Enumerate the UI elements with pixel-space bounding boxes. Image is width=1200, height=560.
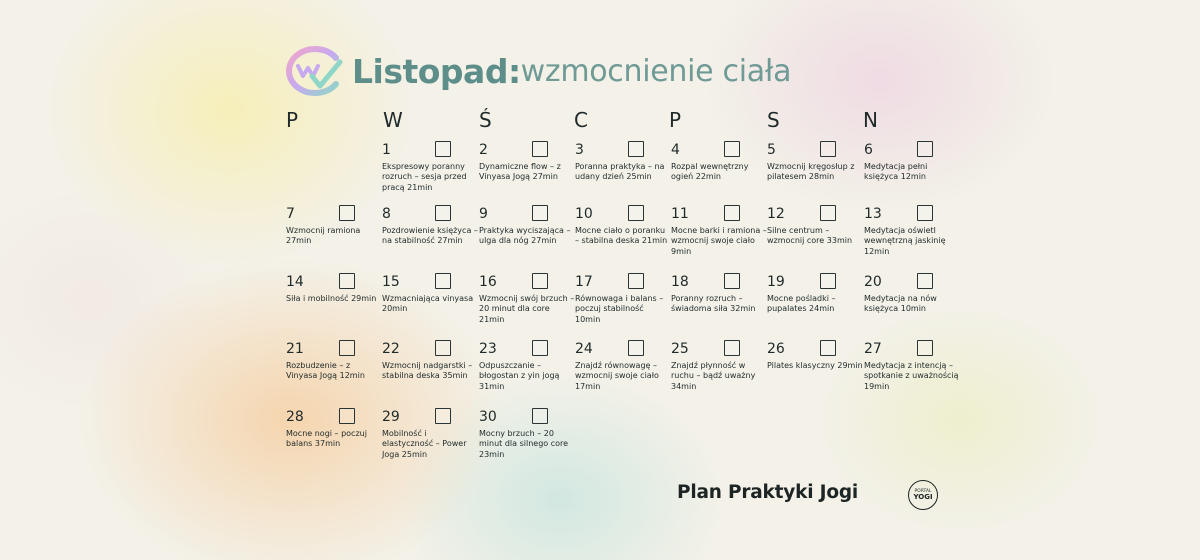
weekday-wed: Ś xyxy=(479,108,492,132)
day-checkbox[interactable] xyxy=(532,340,548,356)
page-subtitle: wzmocnienie ciała xyxy=(520,53,792,89)
weekday-fri: P xyxy=(669,108,682,132)
day-checkbox[interactable] xyxy=(628,340,644,356)
day-checkbox[interactable] xyxy=(628,205,644,221)
day-number: 2 xyxy=(479,142,488,158)
day-checkbox[interactable] xyxy=(724,141,740,157)
day-number: 28 xyxy=(286,409,304,425)
day-checkbox[interactable] xyxy=(820,340,836,356)
day-description: Wzmocnij nadgarstki – stabilna deska 35min xyxy=(382,361,473,381)
day-description: Dynamiczne flow – z Vinyasa Jogą 27min xyxy=(479,162,561,182)
day-number: 18 xyxy=(671,274,689,290)
day-number: 9 xyxy=(479,206,488,222)
day-checkbox[interactable] xyxy=(339,273,355,289)
day-number: 15 xyxy=(382,274,400,290)
day-number: 5 xyxy=(767,142,776,158)
day-number: 8 xyxy=(382,206,391,222)
day-number: 3 xyxy=(575,142,584,158)
weekday-sat: S xyxy=(767,108,780,132)
footer xyxy=(677,482,858,503)
day-number: 22 xyxy=(382,341,400,357)
day-checkbox[interactable] xyxy=(435,205,451,221)
day-checkbox[interactable] xyxy=(917,273,933,289)
day-number: 27 xyxy=(864,341,882,357)
weekday-sun: N xyxy=(863,108,878,132)
day-checkbox[interactable] xyxy=(435,340,451,356)
day-description: Pozdrowienie księżyca – na stabilność 27min xyxy=(382,226,478,246)
day-description: Odpuszczanie – błogostan z yin jogą 31min xyxy=(479,361,560,391)
day-number: 10 xyxy=(575,206,593,222)
day-checkbox[interactable] xyxy=(339,205,355,221)
day-number: 13 xyxy=(864,206,882,222)
day-description: Medytacja z intencją – spotkanie z uważnością 19min xyxy=(864,361,959,391)
day-description: Rozpal wewnętrzny ogień 22min xyxy=(671,162,749,182)
day-description: Wzmocnij swój brzuch – 20 minut dla core 21min xyxy=(479,294,575,324)
day-description: Mobilność i elastyczność – Power Joga 25min xyxy=(382,429,467,459)
day-description: Medytacja pełni księżyca 12min xyxy=(864,162,928,182)
day-number: 17 xyxy=(575,274,593,290)
day-number: 20 xyxy=(864,274,882,290)
day-checkbox[interactable] xyxy=(820,141,836,157)
day-number: 4 xyxy=(671,142,680,158)
day-description: Ekspresowy poranny rozruch – sesja przed pracą 21min xyxy=(382,162,467,192)
page-title: Listopad: xyxy=(352,51,521,91)
day-description: Mocne nogi – poczuj balans 37min xyxy=(286,429,367,449)
weekday-mon: P xyxy=(286,108,299,132)
day-description: Siła i mobilność 29min xyxy=(286,294,377,303)
day-number: 16 xyxy=(479,274,497,290)
day-description: Pilates klasyczny 29min xyxy=(767,361,863,370)
day-number: 6 xyxy=(864,142,873,158)
day-description: Wzmocnij kręgosłup z pilatesem 28min xyxy=(767,162,855,182)
day-number: 30 xyxy=(479,409,497,425)
day-checkbox[interactable] xyxy=(628,141,644,157)
day-checkbox[interactable] xyxy=(435,408,451,424)
portal-yogi-logo xyxy=(908,480,938,510)
day-description: Poranna praktyka – na udany dzień 25min xyxy=(575,162,665,182)
badge-bottom-text: YOGI xyxy=(913,493,933,501)
weekday-tue: W xyxy=(383,108,403,132)
day-number: 1 xyxy=(382,142,391,158)
day-number: 26 xyxy=(767,341,785,357)
day-checkbox[interactable] xyxy=(628,273,644,289)
day-checkbox[interactable] xyxy=(724,273,740,289)
day-description: Medytacja na nów księżyca 10min xyxy=(864,294,937,314)
day-checkbox[interactable] xyxy=(724,340,740,356)
day-checkbox[interactable] xyxy=(435,141,451,157)
day-number: 21 xyxy=(286,341,304,357)
day-number: 14 xyxy=(286,274,304,290)
day-checkbox[interactable] xyxy=(820,205,836,221)
day-description: Wzmocnij ramiona 27min xyxy=(286,226,361,246)
logo-icon xyxy=(282,44,346,98)
day-checkbox[interactable] xyxy=(917,205,933,221)
day-checkbox[interactable] xyxy=(532,273,548,289)
day-description: Praktyka wyciszająca – ulga dla nóg 27min xyxy=(479,226,571,246)
day-number: 24 xyxy=(575,341,593,357)
day-checkbox[interactable] xyxy=(339,340,355,356)
day-checkbox[interactable] xyxy=(820,273,836,289)
day-description: Mocny brzuch – 20 minut dla silnego core 23min xyxy=(479,429,569,459)
day-description: Medytacja oświetl wewnętrzną jaskinię 12min xyxy=(864,226,946,256)
day-description: Równowaga i balans – poczuj stabilność 10min xyxy=(575,294,664,324)
day-number: 12 xyxy=(767,206,785,222)
day-checkbox[interactable] xyxy=(339,408,355,424)
day-description: Znajdź płynność w ruchu – bądź uważny 34min xyxy=(671,361,756,391)
day-number: 29 xyxy=(382,409,400,425)
day-description: Wzmacniająca vinyasa 20min xyxy=(382,294,474,314)
day-description: Mocne pośladki – pupalates 24min xyxy=(767,294,836,314)
day-checkbox[interactable] xyxy=(532,141,548,157)
day-checkbox[interactable] xyxy=(532,205,548,221)
day-number: 11 xyxy=(671,206,689,222)
day-number: 23 xyxy=(479,341,497,357)
page-header xyxy=(282,44,791,98)
day-number: 19 xyxy=(767,274,785,290)
badge-top-text: PORTAL xyxy=(914,489,932,494)
day-checkbox[interactable] xyxy=(917,340,933,356)
day-checkbox[interactable] xyxy=(724,205,740,221)
weekday-thu: C xyxy=(574,108,588,132)
day-description: Poranny rozruch – świadoma siła 32min xyxy=(671,294,756,314)
day-checkbox[interactable] xyxy=(532,408,548,424)
day-number: 7 xyxy=(286,206,295,222)
day-checkbox[interactable] xyxy=(917,141,933,157)
day-checkbox[interactable] xyxy=(435,273,451,289)
day-description: Silne centrum – wzmocnij core 33min xyxy=(767,226,853,246)
day-description: Mocne barki i ramiona – wzmocnij swoje ciało 9min xyxy=(671,226,767,256)
day-description: Znajdź równowagę – wzmocnij swoje ciało 17min xyxy=(575,361,659,391)
day-number: 25 xyxy=(671,341,689,357)
day-description: Rozbudzenie – z Vinyasa Jogą 12min xyxy=(286,361,365,381)
footer-label: Plan Praktyki Jogi xyxy=(677,482,859,503)
day-description: Mocne ciało o poranku – stabilna deska 21min xyxy=(575,226,668,246)
